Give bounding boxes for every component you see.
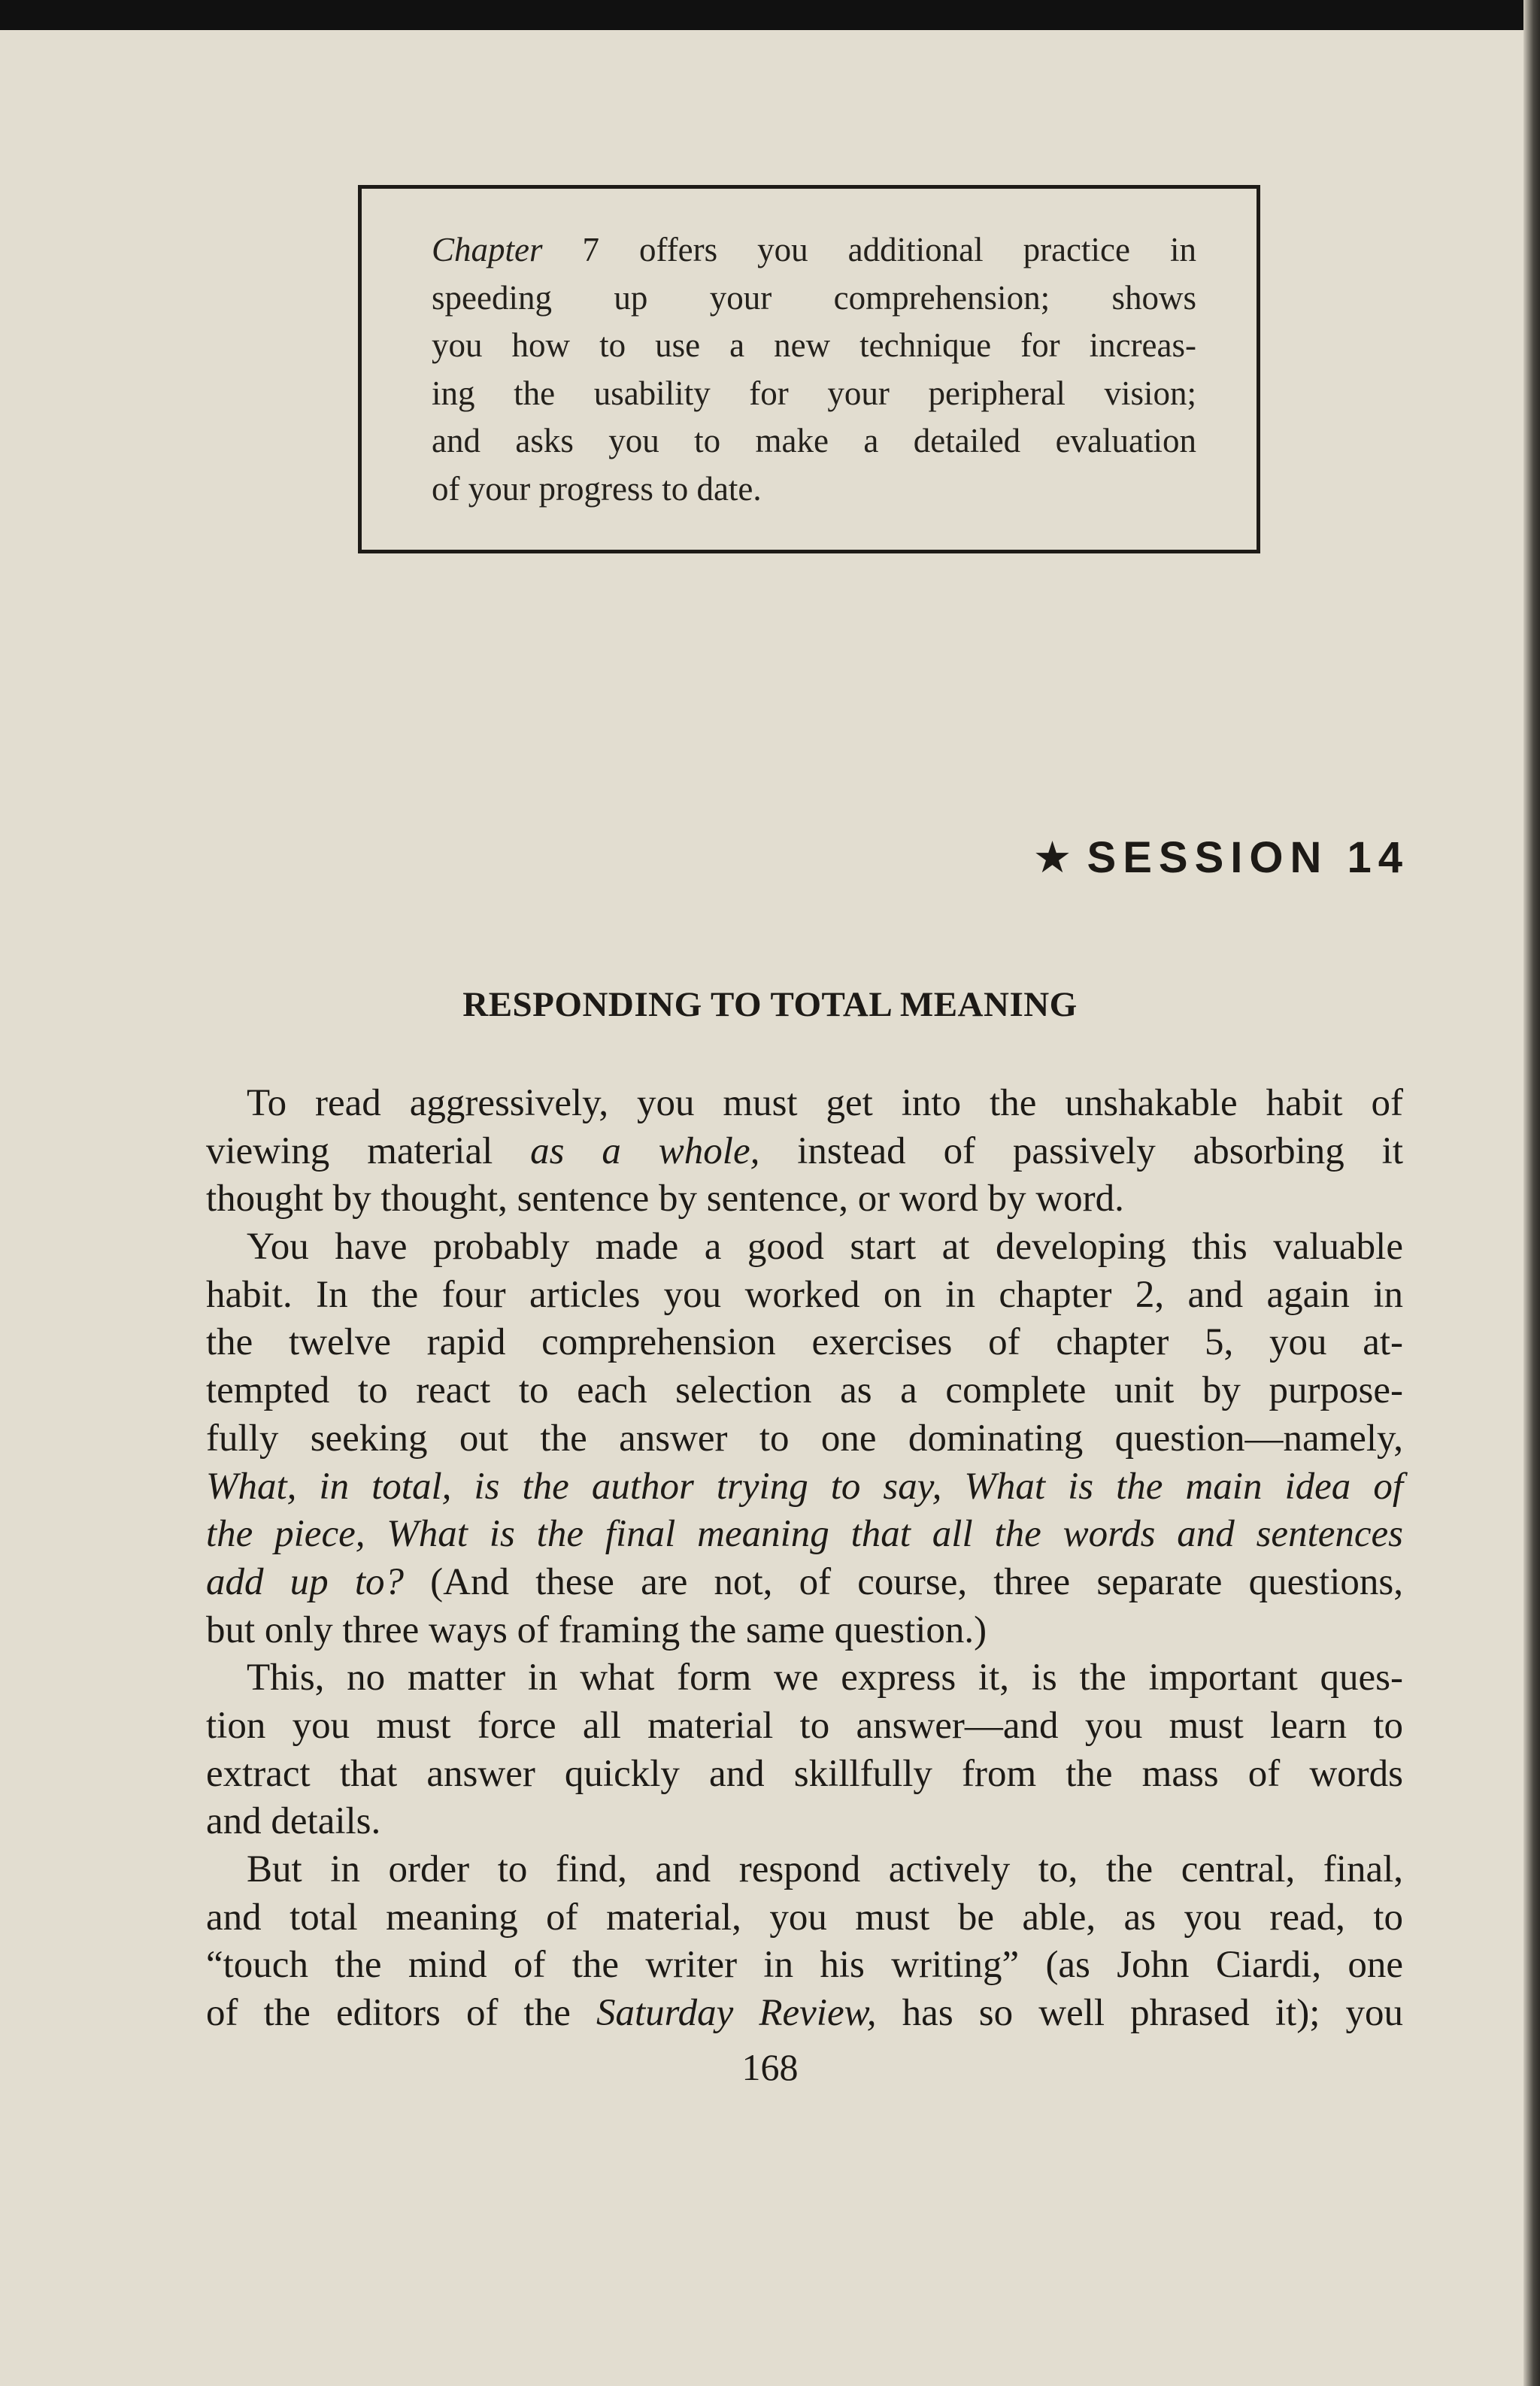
- text-line: fully seeking out the answer to one dominating question—namely,: [206, 1417, 1403, 1460]
- session-label: SESSION 14: [1087, 833, 1409, 882]
- scan-top-border: [0, 0, 1540, 30]
- text-run: has so well phrased it); you: [876, 1992, 1403, 2035]
- text-line: [206, 1559, 1403, 1607]
- text-line: tion you must force all material to answer—and you must learn to: [206, 1704, 1403, 1747]
- text-line: habit. In the four articles you worked on in chapter 2, and again in: [206, 1273, 1403, 1316]
- text-line: tempted to react to each selection as a complete unit by purpose-: [206, 1369, 1403, 1412]
- text-run: (And these are not, of course, three separate questions,: [404, 1560, 1403, 1603]
- text-run: viewing material: [206, 1129, 531, 1172]
- section-heading: RESPONDING TO TOTAL MEANING: [462, 985, 1078, 1024]
- text-line: and details.: [206, 1800, 381, 1843]
- emphasis-as-a-whole: as a whole,: [530, 1129, 760, 1172]
- text-line: You have probably made a good start at developing this valuable: [247, 1226, 1403, 1269]
- text-line: But in order to find, and respond actively to, the central, final,: [247, 1848, 1403, 1890]
- chapter-summary-box: [358, 185, 1260, 553]
- text-line: and total meaning of material, you must be able, as you read, to: [206, 1896, 1403, 1939]
- box-line: ing the usability for your peripheral vision;: [432, 374, 1196, 412]
- star-icon: ★: [1032, 833, 1072, 882]
- text-line: [206, 1511, 1403, 1559]
- text-line: but only three ways of framing the same question.): [206, 1608, 987, 1651]
- box-line: of your progress to date.: [432, 469, 762, 508]
- text-line: [206, 1128, 1403, 1176]
- text-line: [206, 1463, 1403, 1511]
- box-line: [432, 226, 1196, 274]
- text-line: To read aggressively, you must get into the unshakable habit of: [247, 1082, 1403, 1124]
- italic-question: the piece, What is the final meaning that all the words and sentences: [206, 1513, 1403, 1556]
- body-text: [206, 1080, 1403, 2038]
- box-line: and asks you to make a detailed evaluation: [432, 422, 1196, 459]
- text-line: the twelve rapid comprehension exercises of chapter 5, you at-: [206, 1321, 1403, 1364]
- italic-question: add up to?: [206, 1560, 404, 1603]
- text-line: “touch the mind of the writer in his writing” (as John Ciardi, one: [206, 1944, 1403, 1987]
- text-run: instead of passively absorbing it: [759, 1129, 1403, 1172]
- scan-right-edge: [1523, 0, 1540, 2386]
- text-line: thought by thought, sentence by sentence, or word by word.: [206, 1178, 1124, 1220]
- box-line: speeding up your comprehension; shows: [432, 278, 1196, 317]
- chapter-word: Chapter: [432, 231, 543, 268]
- box-line: you how to use a new technique for increas-: [432, 326, 1196, 364]
- session-title: [1033, 832, 1409, 883]
- text-line: This, no matter in what form we express it, is the important ques-: [247, 1657, 1403, 1699]
- text-run: of the editors of the: [206, 1992, 596, 2035]
- text-line: [206, 1990, 1403, 2038]
- box-line-text: 7 offers you additional practice in: [542, 231, 1196, 268]
- italic-question: What, in total, is the author trying to say, What is the main idea of: [206, 1465, 1403, 1508]
- text-line: extract that answer quickly and skillfully from the mass of words: [206, 1752, 1403, 1795]
- publication-title: Saturday Review,: [596, 1992, 877, 2035]
- page-number: 168: [741, 2046, 799, 2088]
